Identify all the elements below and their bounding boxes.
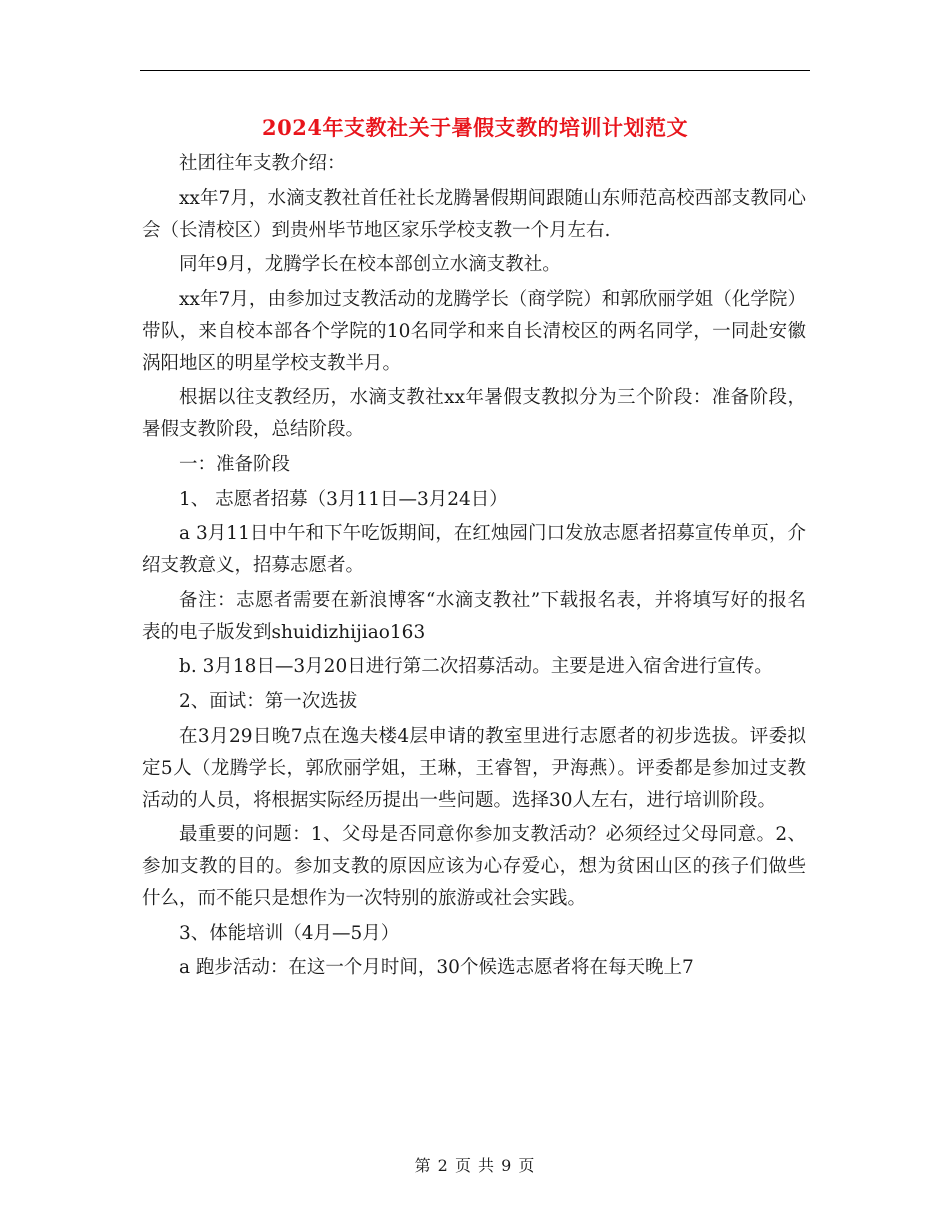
paragraph: xx年7月，水滴支教社首任社长龙腾暑假期间跟随山东师范高校西部支教同心会（长清校区）到贵州毕节地区家乐学校支教一个月左右. bbox=[142, 187, 806, 241]
paragraph: 最重要的问题：1、父母是否同意你参加支教活动？必须经过父母同意。2、参加支教的目的。参加支教的原因应该为心存爱心，想为贫困山区的孩子们做些什么，而不能只是想作为一次特别的旅游或社会实践。 bbox=[142, 824, 806, 910]
header-rule bbox=[140, 70, 810, 71]
paragraph: 根据以往支教经历，水滴支教社xx年暑假支教拟分为三个阶段：准备阶段，暑假支教阶段，总结阶段。 bbox=[142, 387, 806, 441]
paragraph: 在3月29日晚7点在逸夫楼4层申请的教室里进行志愿者的初步选拔。评委拟定5人（龙腾学长，郭欣丽学姐，王琳，王睿智，尹海燕）。评委都是参加过支教活动的人员，将根据实际经历提出一些问题。选择30人左右，进行培训阶段。 bbox=[142, 725, 806, 811]
paragraph: 同年9月，龙腾学长在校本部创立水滴支教社。 bbox=[179, 254, 561, 276]
paragraph: xx年7月，由参加过支教活动的龙腾学长（商学院）和郭欣丽学姐（化学院）带队，来自校本部各个学院的10名同学和来自长清校区的两名同学，一同赴安徽涡阳地区的明星学校支教半月。 bbox=[142, 288, 806, 374]
note-paragraph: 备注：志愿者需要在新浪博客“水滴支教社”下载报名表，并将填写好的报名表的电子版发到shuidizhijiao163 bbox=[142, 589, 806, 643]
document-title: 2024年支教社关于暑假支教的培训计划范文 bbox=[262, 115, 688, 140]
document-body bbox=[142, 148, 806, 987]
section-heading: 一：准备阶段 bbox=[179, 453, 291, 475]
paragraph: a 3月11日中午和下午吃饭期间，在红烛园门口发放志愿者招募宣传单页，介绍支教意义，招募志愿者。 bbox=[142, 523, 806, 577]
paragraph: 社团往年支教介绍： bbox=[179, 153, 346, 174]
subsection-heading: 2、面试：第一次选拔 bbox=[179, 690, 358, 712]
subsection-heading: 3、体能培训（4月—5月） bbox=[179, 922, 400, 944]
paragraph: a 跑步活动：在这一个月时间，30个候选志愿者将在每天晚上7 bbox=[179, 957, 694, 979]
subsection-heading: 1、 志愿者招募（3月11日—3月24日） bbox=[179, 488, 508, 510]
page-number-footer: 第 2 页 共 9 页 bbox=[414, 1156, 536, 1175]
paragraph: b. 3月18日—3月20日进行第二次招募活动。主要是进入宿舍进行宣传。 bbox=[179, 656, 773, 678]
